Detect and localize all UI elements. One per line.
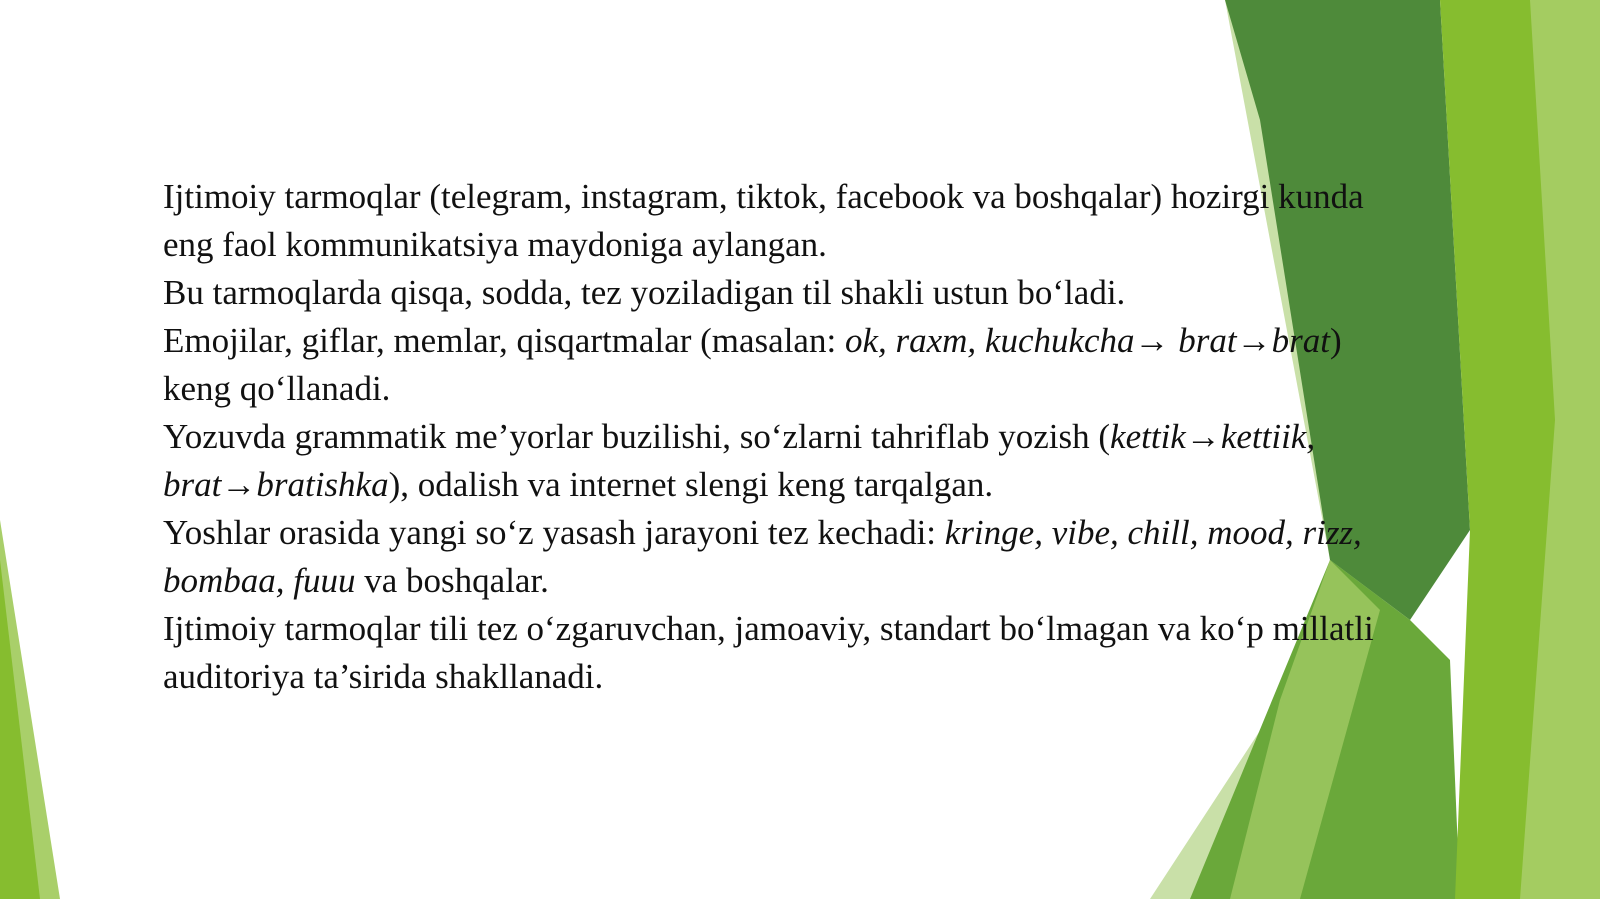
paragraph-text: Bu tarmoqlarda qisqa, sodda, tez yoziladigan til shakli ustun boʻladi. [163, 273, 1126, 312]
italic-example-text: ok, raxm, kuchukcha→ brat→brat [844, 321, 1330, 360]
paragraph-6 [163, 605, 1403, 701]
paragraph-text: Ijtimoiy tarmoqlar tili tez oʻzgaruvchan, jamoaviy, standart boʻlmagan va koʻp millatli auditoriya ta’sirida shakllanadi. [163, 609, 1374, 696]
italic-example-text: kettik→kettiik, brat→bratishka [163, 417, 1316, 504]
paragraph-text: ), odalish va internet slengi keng tarqalgan. [388, 465, 994, 504]
italic-example-text: kringe, vibe, chill, mood, rizz, bombaa, fuuu [163, 513, 1362, 600]
paragraph-text: Yoshlar orasida yangi soʻz yasash jarayoni tez kechadi: [163, 513, 945, 552]
paragraph-text: Yozuvda grammatik me’yorlar buzilishi, soʻzlarni tahriflab yozish ( [163, 417, 1111, 456]
paragraph-text: va boshqalar. [355, 561, 549, 600]
slide-body-text [163, 173, 1403, 701]
paragraph-text: ) keng qoʻllanadi. [163, 321, 1342, 408]
paragraph-1 [163, 173, 1403, 269]
paragraph-3 [163, 317, 1403, 413]
paragraph-5 [163, 509, 1403, 605]
paragraph-2 [163, 269, 1403, 317]
paragraph-text: Ijtimoiy tarmoqlar (telegram, instagram, tiktok, facebook va boshqalar) hozirgi kunda eng faol kommunikatsiya maydoniga aylangan. [163, 177, 1364, 264]
paragraph-4 [163, 413, 1403, 509]
paragraph-text: Emojilar, giflar, memlar, qisqartmalar (masalan: [163, 321, 845, 360]
